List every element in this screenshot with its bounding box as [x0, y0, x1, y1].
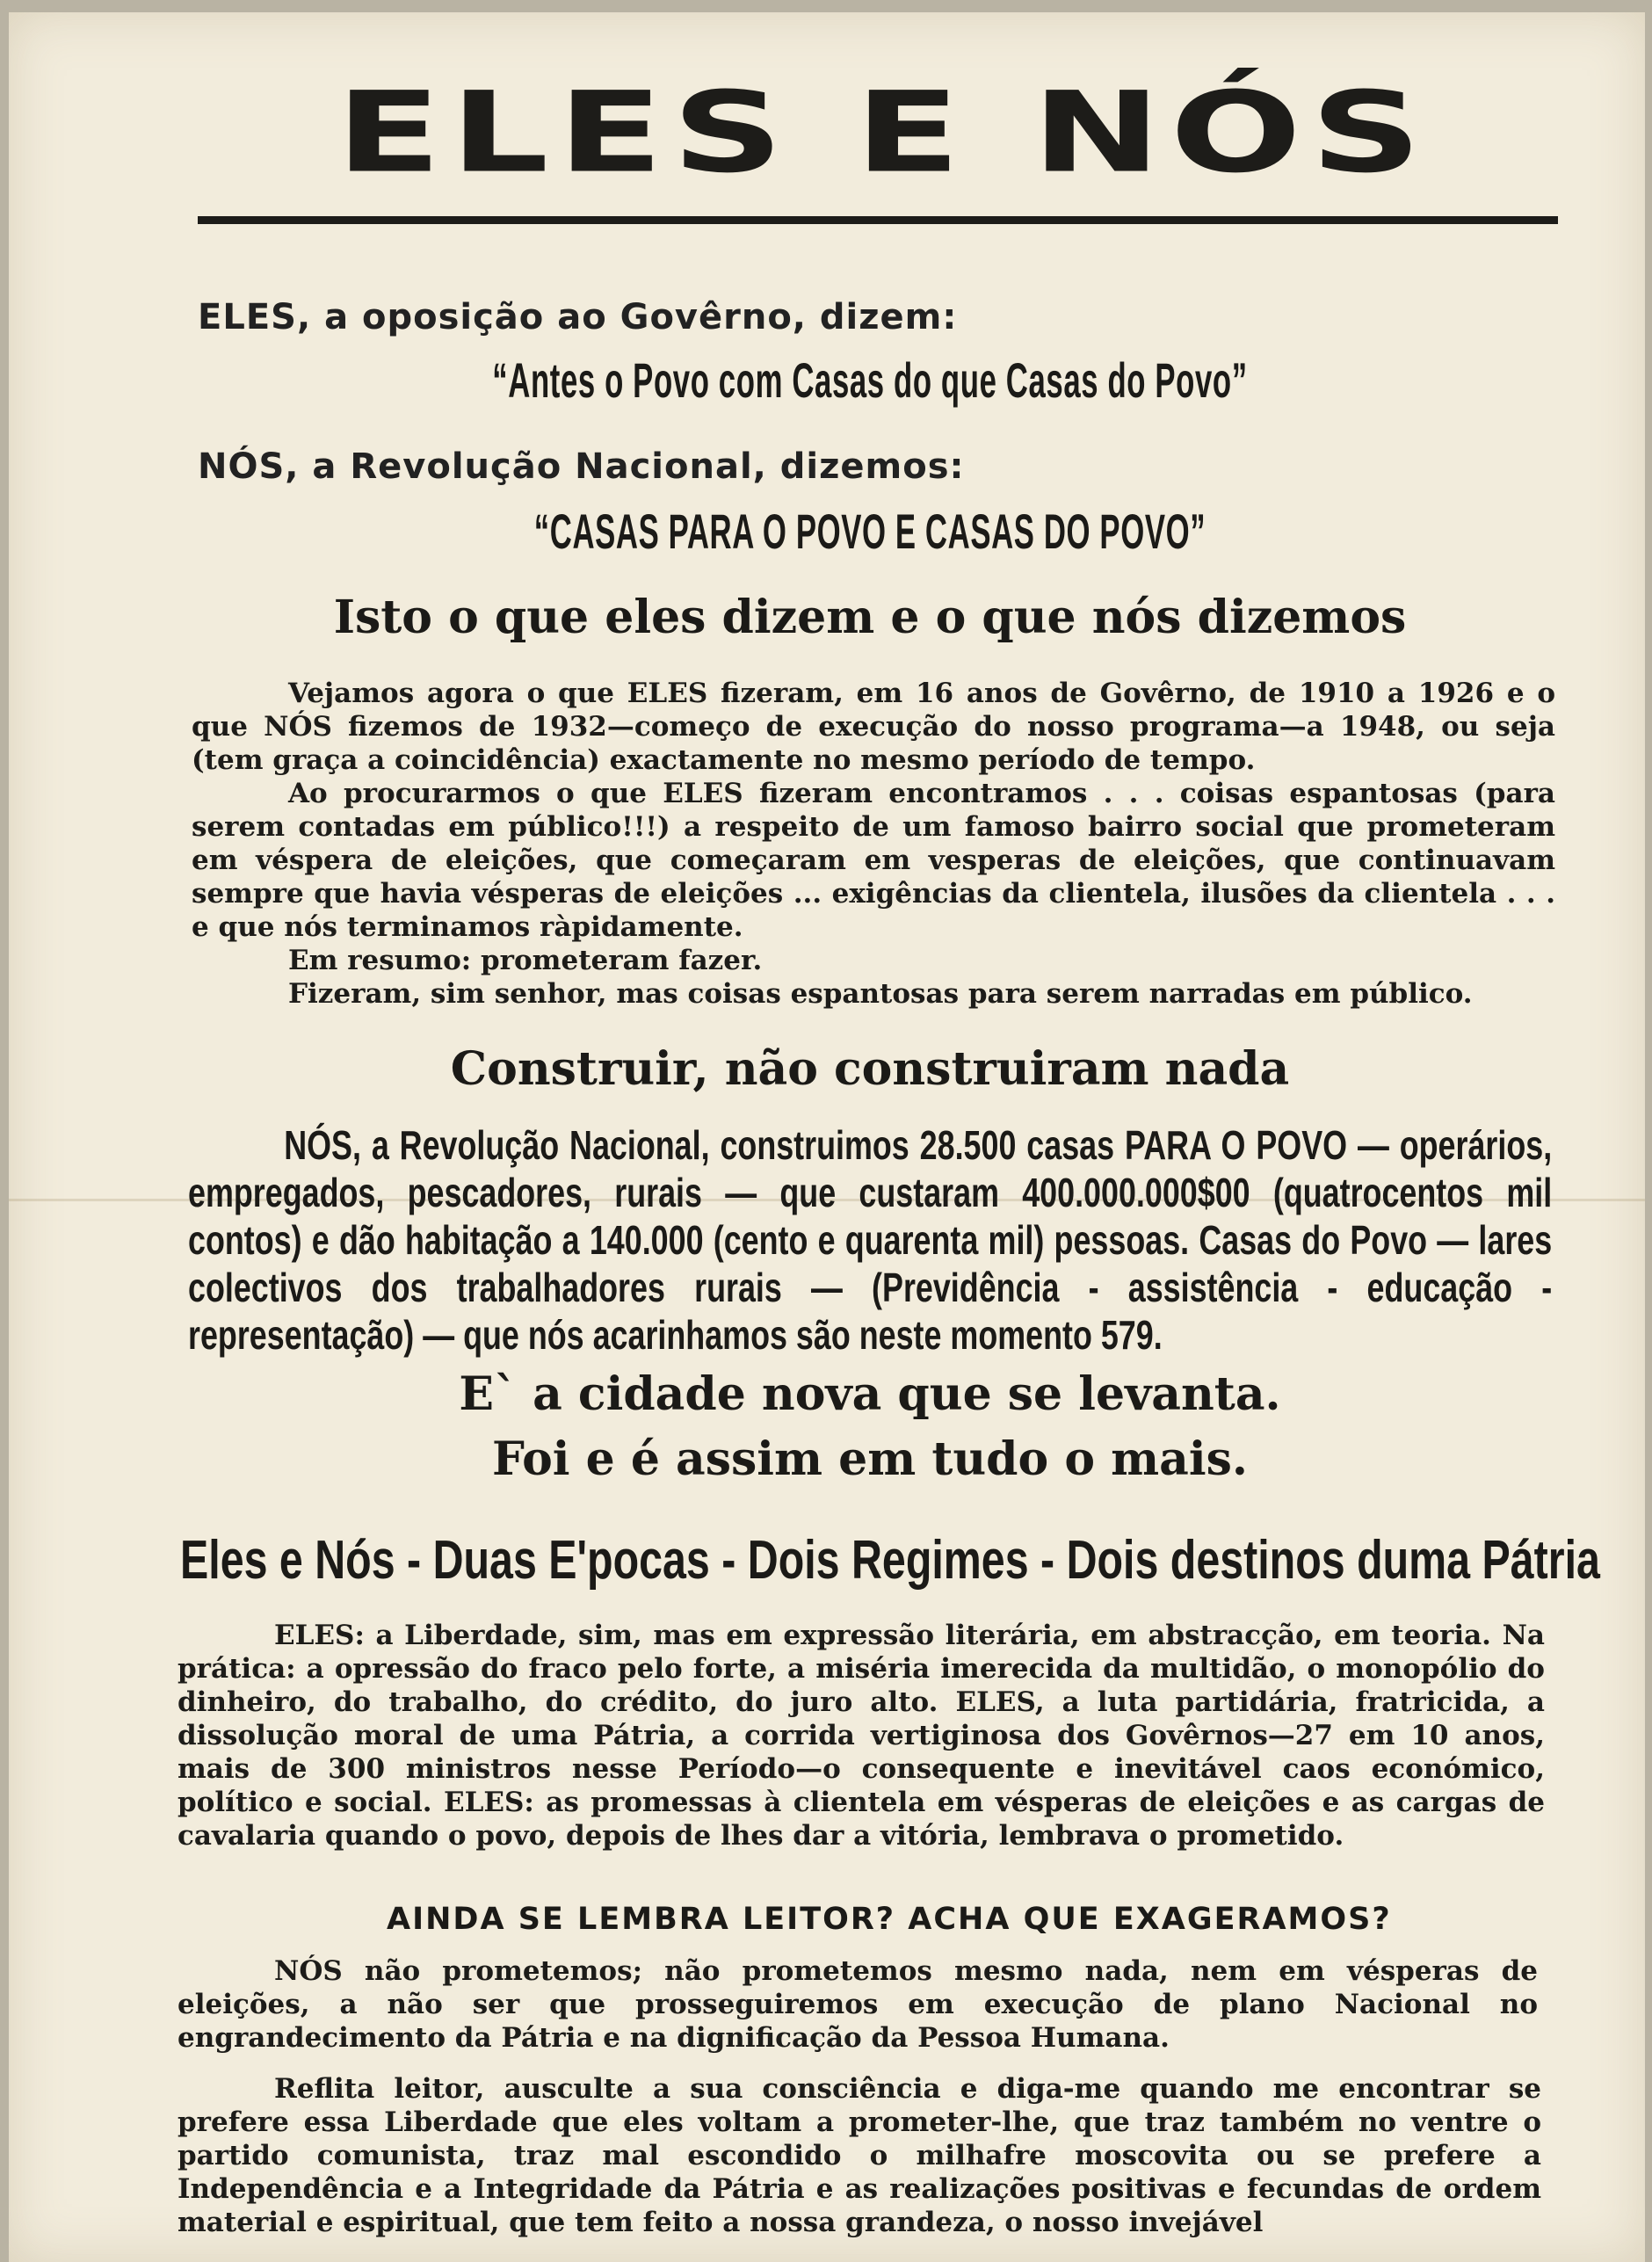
title-underline	[198, 216, 1558, 224]
tudo-o-mais-line: Foi e é assim em tudo o mais.	[492, 1432, 1248, 1486]
section-heading-epocas: Eles e Nós - Duas E'pocas - Dois Regimes - Dois destinos duma Pátria	[180, 1530, 1600, 1591]
nos-quote: “CASAS PARA O POVO E CASAS DO POVO”	[533, 504, 1206, 559]
paragraph: NÓS, a Revolução Nacional, construimos 28.500 casas PARA O POVO — operários, empregados, pescadores, rurais — que custaram 400.000.000$00 (quatrocentos mil contos) e dão habitação a 140.000 (cento e quarenta mil) pessoas. Casas do Povo — lares colectivos dos trabalhadores rurais — (Previdência - assistência - educação - representação) — que nós acarinhamos são neste momento 579.	[188, 1122, 1553, 1358]
section-heading-construir: Construir, não construiram nada	[450, 1042, 1290, 1096]
nos-paragraph	[178, 1954, 1538, 2055]
cidade-nova-line: E` a cidade nova que se levanta.	[459, 1367, 1281, 1421]
paragraph: Fizeram, sim senhor, mas coisas espantosas para serem narradas em público.	[288, 978, 1473, 1010]
eles-quote: “Antes o Povo com Casas do que Casas do Povo”	[492, 352, 1248, 408]
reader-question: AINDA SE LEMBRA LEITOR? ACHA QUE EXAGERAMOS?	[387, 1902, 1392, 1937]
section-heading-dizem: Isto o que eles dizem e o que nós dizemos	[333, 591, 1407, 644]
paragraph: ELES: a Liberdade, sim, mas em expressão literária, em abstracção, em teoria. Na prática: a opressão do fraco pelo forte, a miséria imerecida da multidão, o monopólio do dinheiro, do trabalho, do crédito, do juro alto. ELES, a luta partidária, fratricida, a dissolução moral de uma Pátria, a corrida vertiginosa dos Govêrnos—27 em 10 anos, mais de 300 ministros nesse Período—o consequente e inevitável caos económico, político e social. ELES: as promessas à clientela em vésperas de eleições e as cargas de cavalaria quando o povo, depois de lhes dar a vitória, lembrava o prometido.	[178, 1620, 1545, 1852]
paragraph: NÓS não prometemos; não prometemos mesmo nada, nem em vésperas de eleições, a não ser que prosseguiremos em execução de plano Nacional no engrandecimento da Pátria e na dignificação da Pessoa Humana.	[178, 1955, 1538, 2054]
nos-statement: NÓS, a Revolução Nacional, dizemos:	[198, 446, 965, 487]
paragraph: Vejamos agora o que ELES fizeram, em 16 anos de Govêrno, de 1910 a 1926 e o que NÓS fizemos de 1932—começo de execução do nosso programa—a 1948, ou seja (tem graça a coincidência) exactamente no mesmo período de tempo.	[192, 678, 1555, 776]
leaflet-title: ELES E NÓS	[336, 68, 1431, 198]
section1-text	[192, 677, 1555, 1011]
paragraph: Reflita leitor, ausculte a sua consciência e diga-me quando me encontrar se prefere essa Liberdade que eles voltam a prometer-lhe, que traz também no ventre o partido comunista, traz mal escondido o milhafre moscovita ou se prefere a Independência e a Integridade da Pátria e as realizações positivas e fecundas de ordem material e espiritual, que tem feito a nossa grandeza, o nosso invejável	[178, 2073, 1541, 2238]
eles-paragraph	[178, 1619, 1545, 1852]
eles-statement: ELES, a oposição ao Govêrno, dizem:	[198, 297, 958, 337]
paragraph: Ao procurarmos o que ELES fizeram encontramos . . . coisas espantosas (para serem contadas em público!!!) a respeito de um famoso bairro social que prometeram em véspera de eleições, que começaram em vesperas de eleições, que continuavam sempre que havia vésperas de eleições ... exigências da clientela, ilusões da clientela . . . e que nós terminamos ràpidamente.	[192, 778, 1555, 943]
reflita-paragraph	[178, 2072, 1541, 2239]
paragraph: Em resumo: prometeram fazer.	[288, 945, 763, 976]
construction-paragraph	[188, 1121, 1552, 1359]
